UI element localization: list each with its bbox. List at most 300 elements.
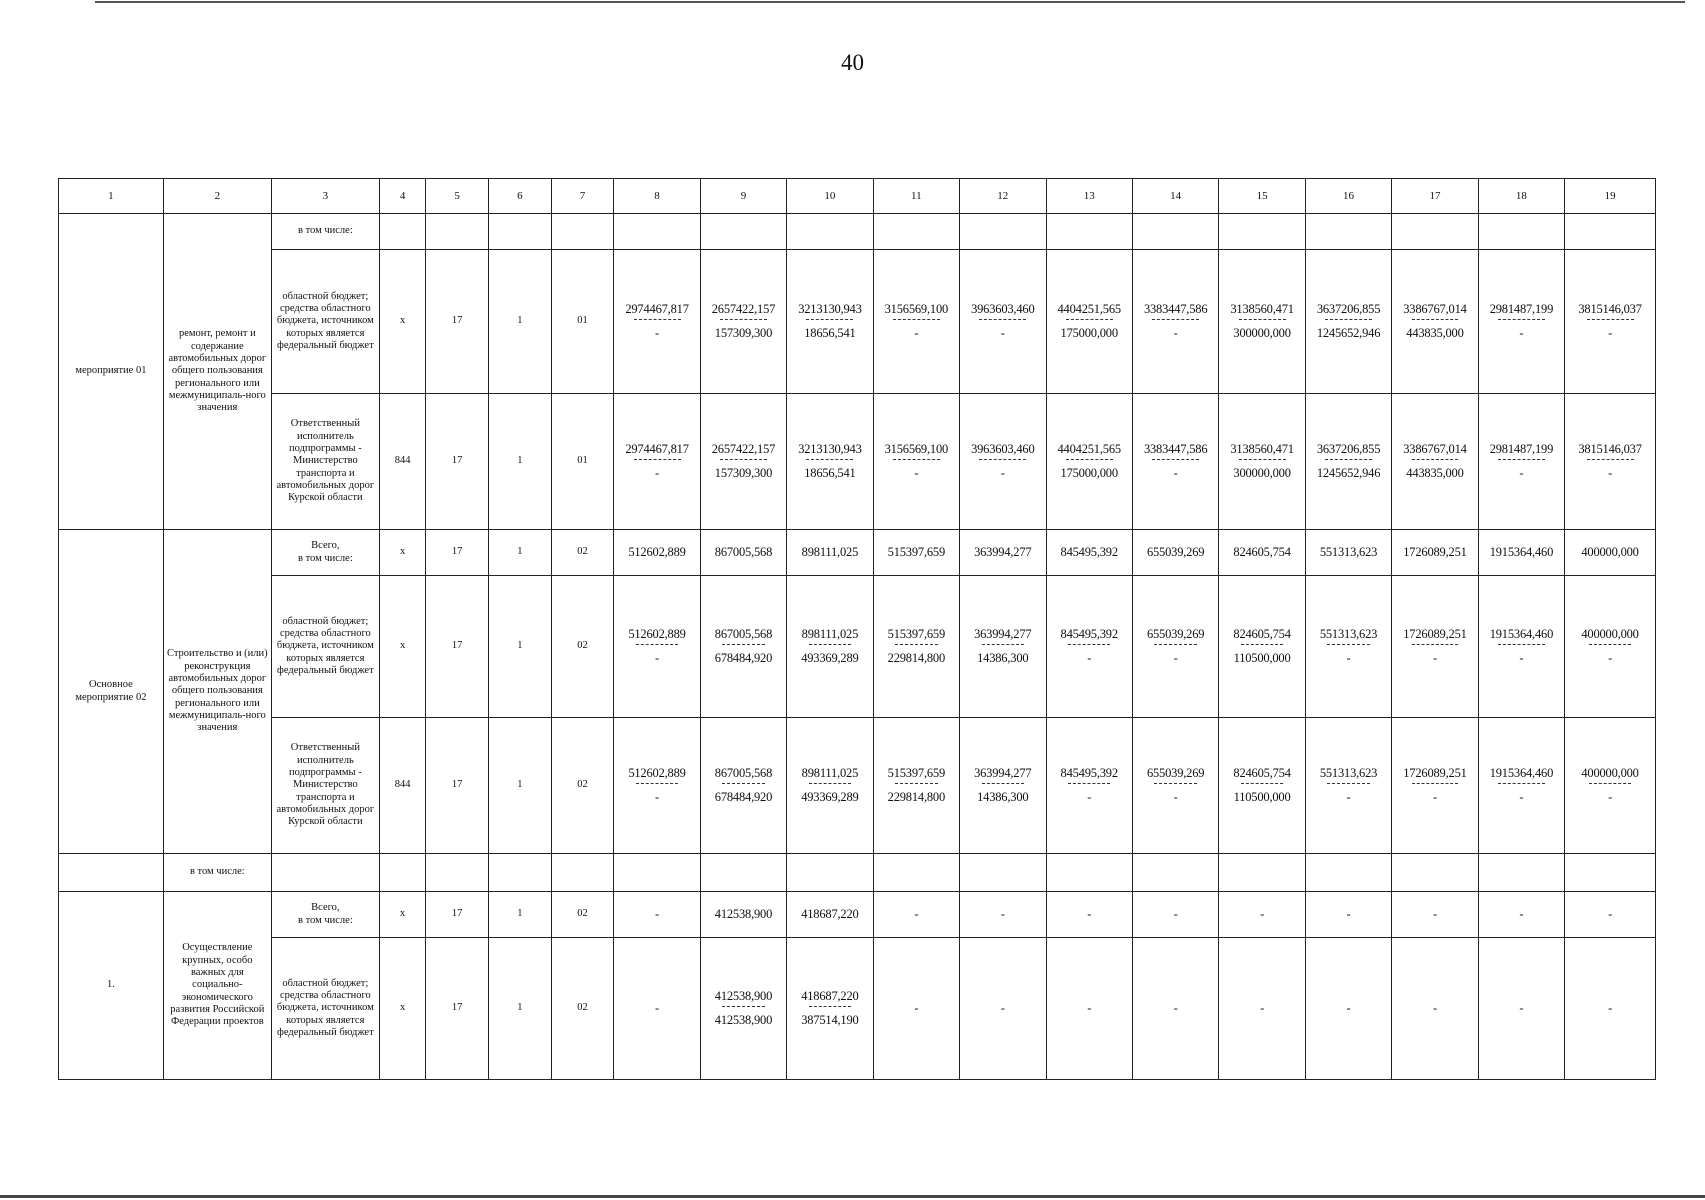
value-total: 3383447,586 — [1143, 302, 1208, 317]
column-header: 3 — [271, 179, 379, 214]
value-fraction — [1320, 627, 1377, 666]
row-name: Строительство и (или) реконструкция автомобильных дорог общего пользования регионального или межмуниципаль-ного значения — [163, 530, 271, 854]
value-federal: - — [914, 326, 919, 340]
code-cell: 844 — [379, 394, 425, 530]
value-federal: - — [1519, 790, 1524, 804]
value-total: 2657422,157 — [711, 302, 776, 317]
value-cell — [1392, 250, 1478, 394]
value-cell — [1478, 576, 1564, 718]
value-cell — [1305, 718, 1391, 854]
value-federal: - — [1608, 651, 1613, 665]
value-fraction — [1578, 442, 1641, 481]
fraction-divider — [893, 319, 940, 320]
column-header: 8 — [614, 179, 700, 214]
value-cell: - — [1392, 892, 1478, 938]
code-cell: 17 — [426, 250, 489, 394]
column-header: 6 — [489, 179, 552, 214]
value-cell — [1392, 718, 1478, 854]
value-fraction — [1061, 766, 1118, 805]
value-cell: 1726089,251 — [1392, 530, 1478, 576]
fraction-divider — [982, 644, 1024, 645]
value-fraction — [1403, 442, 1466, 481]
fraction-divider — [1587, 319, 1634, 320]
value-fraction — [1144, 302, 1207, 341]
value-cell — [1046, 718, 1132, 854]
value-cell: - — [1046, 892, 1132, 938]
value-cell — [1046, 394, 1132, 530]
value-total: 2981487,199 — [1489, 442, 1554, 457]
value-total: 898111,025 — [801, 627, 859, 642]
value-cell: - — [1478, 892, 1564, 938]
value-cell: - — [1219, 938, 1305, 1080]
value-fraction — [1578, 302, 1641, 341]
header-row — [59, 179, 1656, 214]
value-cell — [614, 394, 700, 530]
value-cell: 515397,659 — [873, 530, 959, 576]
value-total: 3156569,100 — [884, 302, 949, 317]
table-row — [59, 394, 1656, 530]
value-federal: - — [655, 466, 660, 480]
source-label: Ответственный исполнитель подпрограммы - Министерство транспорта и автомобильных дорог Курской области — [271, 394, 379, 530]
column-header: 16 — [1305, 179, 1391, 214]
bottom-rule — [0, 1195, 1705, 1198]
value-cell: 824605,754 — [1219, 530, 1305, 576]
value-cell — [873, 576, 959, 718]
row-subtitle: в том числе: — [271, 214, 379, 250]
value-total: 867005,568 — [714, 766, 773, 781]
value-total: 3963603,460 — [971, 442, 1035, 457]
value-fraction — [1233, 627, 1290, 666]
column-header: 9 — [700, 179, 786, 214]
value-total: 3637206,855 — [1316, 442, 1381, 457]
value-cell — [960, 394, 1046, 530]
value-federal: - — [914, 466, 919, 480]
value-federal: - — [1608, 466, 1613, 480]
value-total: 515397,659 — [887, 766, 946, 781]
value-cell — [1132, 250, 1218, 394]
code-cell: 17 — [426, 530, 489, 576]
fraction-divider — [895, 644, 937, 645]
value-cell — [700, 576, 786, 718]
source-label: областной бюджет; средства областного бюджета, источником которых является федеральный бюджет — [271, 250, 379, 394]
value-cell: - — [1305, 892, 1391, 938]
fraction-divider — [1241, 644, 1283, 645]
value-federal: 493369,289 — [801, 790, 859, 804]
value-fraction — [801, 989, 858, 1028]
value-cell — [1132, 718, 1218, 854]
table-row — [59, 938, 1656, 1080]
value-total: 1915364,460 — [1489, 627, 1554, 642]
value-cell: 551313,623 — [1305, 530, 1391, 576]
value-total: 4404251,565 — [1057, 302, 1121, 317]
fraction-divider — [982, 783, 1024, 784]
column-header: 10 — [787, 179, 873, 214]
value-cell: - — [1219, 892, 1305, 938]
value-cell: - — [1478, 938, 1564, 1080]
source-label: областной бюджет; средства областного бюджета, источником которых является федеральный бюджет — [271, 938, 379, 1080]
value-cell — [1565, 718, 1656, 854]
value-federal: 443835,000 — [1406, 466, 1464, 480]
value-cell: - — [873, 892, 959, 938]
fraction-divider — [1589, 783, 1631, 784]
value-cell — [700, 250, 786, 394]
code-cell: 02 — [551, 938, 614, 1080]
table-row — [59, 250, 1656, 394]
row-label: мероприятие 01 — [59, 214, 164, 530]
value-fraction — [971, 302, 1034, 341]
value-federal: 18656,541 — [804, 466, 856, 480]
fraction-divider — [893, 459, 940, 460]
value-cell: - — [1132, 938, 1218, 1080]
column-header: 17 — [1392, 179, 1478, 214]
fraction-divider — [1498, 783, 1545, 784]
fraction-divider — [1587, 459, 1634, 460]
value-cell: 898111,025 — [787, 530, 873, 576]
fraction-divider — [1241, 783, 1283, 784]
fraction-divider — [1325, 319, 1372, 320]
value-federal: - — [1346, 790, 1351, 804]
value-federal: 300000,000 — [1233, 466, 1291, 480]
value-total: 1726089,251 — [1403, 627, 1467, 642]
fraction-divider — [895, 783, 937, 784]
code-cell: x — [379, 530, 425, 576]
value-cell — [1219, 394, 1305, 530]
value-cell — [700, 938, 786, 1080]
column-header: 13 — [1046, 179, 1132, 214]
value-federal: 1245652,946 — [1316, 466, 1381, 480]
value-cell: - — [873, 938, 959, 1080]
row-name: ремонт, ремонт и содержание автомобильных дорог общего пользования регионального или межмуниципаль-ного значения — [163, 214, 271, 530]
value-cell — [1305, 250, 1391, 394]
value-federal: 1245652,946 — [1316, 326, 1381, 340]
value-cell — [873, 394, 959, 530]
including-label: в том числе: — [298, 552, 353, 564]
value-federal: 18656,541 — [804, 326, 856, 340]
value-cell: 512602,889 — [614, 530, 700, 576]
value-cell — [614, 718, 700, 854]
value-fraction — [1317, 302, 1380, 341]
value-federal: 14386,300 — [977, 651, 1029, 665]
code-cell: x — [379, 576, 425, 718]
fraction-divider — [1239, 459, 1286, 460]
fraction-divider — [1412, 783, 1459, 784]
value-cell: 400000,000 — [1565, 530, 1656, 576]
value-cell — [1392, 394, 1478, 530]
value-fraction — [715, 989, 772, 1028]
fraction-divider — [722, 783, 764, 784]
column-header: 11 — [873, 179, 959, 214]
column-header: 1 — [59, 179, 164, 214]
code-cell: 1 — [489, 718, 552, 854]
row-label: Основное мероприятие 02 — [59, 530, 164, 854]
page-number: 40 — [841, 50, 864, 75]
value-cell: - — [1046, 938, 1132, 1080]
value-federal: 387514,190 — [801, 1013, 859, 1027]
column-header: 2 — [163, 179, 271, 214]
value-total: 2981487,199 — [1489, 302, 1554, 317]
value-total: 1915364,460 — [1489, 766, 1554, 781]
code-cell: 02 — [551, 718, 614, 854]
value-cell — [1478, 250, 1564, 394]
value-cell — [1132, 576, 1218, 718]
fraction-divider — [1412, 459, 1459, 460]
value-cell — [960, 576, 1046, 718]
source-label — [271, 530, 379, 576]
value-total: 512602,889 — [628, 627, 686, 642]
budget-table — [58, 178, 1656, 1080]
value-federal: - — [1432, 651, 1437, 665]
value-fraction — [1581, 627, 1638, 666]
value-total: 3815146,037 — [1578, 442, 1642, 457]
value-federal: 110500,000 — [1233, 790, 1291, 804]
value-total: 363994,277 — [974, 627, 1032, 642]
value-cell — [1478, 394, 1564, 530]
value-federal: 443835,000 — [1406, 326, 1464, 340]
value-fraction — [1230, 442, 1293, 481]
column-header: 15 — [1219, 179, 1305, 214]
value-federal: - — [655, 790, 659, 804]
column-header: 4 — [379, 179, 425, 214]
code-cell: 844 — [379, 718, 425, 854]
value-fraction — [625, 302, 688, 341]
value-cell — [873, 250, 959, 394]
value-fraction — [625, 442, 688, 481]
value-total: 867005,568 — [714, 627, 773, 642]
code-cell: 1 — [489, 938, 552, 1080]
value-fraction — [715, 766, 772, 805]
value-total: 512602,889 — [628, 766, 686, 781]
fraction-divider — [809, 1006, 851, 1007]
fraction-divider — [979, 319, 1026, 320]
value-federal: - — [1519, 326, 1524, 340]
value-fraction — [1233, 766, 1290, 805]
value-cell — [1219, 250, 1305, 394]
value-cell: 845495,392 — [1046, 530, 1132, 576]
code-cell: x — [379, 250, 425, 394]
value-fraction — [801, 766, 858, 805]
value-total: 2974467,817 — [625, 442, 689, 457]
fraction-divider — [1152, 319, 1199, 320]
value-total: 2657422,157 — [711, 442, 776, 457]
value-cell — [1132, 394, 1218, 530]
value-cell — [1565, 394, 1656, 530]
value-federal: 175000,000 — [1060, 326, 1118, 340]
value-fraction — [1490, 627, 1553, 666]
value-total: 551313,623 — [1319, 627, 1378, 642]
column-header: 5 — [426, 179, 489, 214]
value-federal: - — [655, 326, 660, 340]
value-total: 4404251,565 — [1057, 442, 1121, 457]
value-total: 418687,220 — [801, 989, 859, 1004]
value-cell — [1219, 576, 1305, 718]
source-label: Ответственный исполнитель подпрограммы - Министерство транспорта и автомобильных дорог Курской области — [271, 718, 379, 854]
value-fraction — [628, 766, 685, 805]
value-fraction — [628, 627, 685, 666]
value-fraction — [715, 627, 772, 666]
table-row — [59, 854, 1656, 892]
value-total: 515397,659 — [887, 627, 946, 642]
table-row — [59, 576, 1656, 718]
value-cell: - — [1565, 892, 1656, 938]
value-federal: - — [1173, 466, 1178, 480]
value-federal: - — [1087, 790, 1092, 804]
value-federal: 678484,920 — [714, 651, 773, 665]
value-total: 845495,392 — [1060, 766, 1118, 781]
table-row — [59, 892, 1656, 938]
fraction-divider — [1154, 783, 1196, 784]
value-cell — [787, 576, 873, 718]
value-fraction — [1147, 627, 1204, 666]
value-cell — [1305, 394, 1391, 530]
source-label: областной бюджет; средства областного бюджета, источником которых является федеральный бюджет — [271, 576, 379, 718]
value-total: 845495,392 — [1060, 627, 1118, 642]
value-federal: 300000,000 — [1233, 326, 1291, 340]
value-total: 412538,900 — [714, 989, 773, 1004]
code-cell: 17 — [426, 718, 489, 854]
fraction-divider — [1152, 459, 1199, 460]
value-cell: - — [960, 892, 1046, 938]
value-cell: 867005,568 — [700, 530, 786, 576]
value-total: 2974467,817 — [625, 302, 689, 317]
row-label: 1. — [59, 892, 164, 1080]
value-cell: - — [1392, 938, 1478, 1080]
value-cell — [1305, 576, 1391, 718]
value-federal: 175000,000 — [1060, 466, 1118, 480]
including-label: в том числе: — [298, 914, 353, 926]
code-cell: x — [379, 892, 425, 938]
fraction-divider — [1412, 319, 1459, 320]
code-cell: 02 — [551, 576, 614, 718]
value-cell — [1392, 576, 1478, 718]
code-cell: 1 — [489, 892, 552, 938]
value-total: 824605,754 — [1233, 766, 1291, 781]
value-total: 898111,025 — [801, 766, 859, 781]
column-header: 19 — [1565, 179, 1656, 214]
code-cell: x — [379, 938, 425, 1080]
column-header: 18 — [1478, 179, 1564, 214]
fraction-divider — [1498, 644, 1545, 645]
column-header: 14 — [1132, 179, 1218, 214]
value-fraction — [1317, 442, 1380, 481]
fraction-divider — [1066, 459, 1113, 460]
row-subtitle: в том числе: — [163, 854, 271, 892]
fraction-divider — [720, 459, 767, 460]
value-cell — [1219, 718, 1305, 854]
value-total: 655039,269 — [1146, 627, 1205, 642]
fraction-divider — [1154, 644, 1196, 645]
value-cell: 412538,900 — [700, 892, 786, 938]
code-cell: 17 — [426, 576, 489, 718]
fraction-divider — [1068, 783, 1110, 784]
value-total: 3156569,100 — [884, 442, 949, 457]
code-cell: 1 — [489, 530, 552, 576]
value-fraction — [1230, 302, 1293, 341]
value-federal: - — [1087, 651, 1092, 665]
value-cell — [787, 938, 873, 1080]
value-federal: - — [1432, 790, 1437, 804]
value-fraction — [974, 627, 1031, 666]
fraction-divider — [722, 644, 764, 645]
table-row — [59, 530, 1656, 576]
value-fraction — [798, 302, 861, 341]
value-total: 3383447,586 — [1143, 442, 1208, 457]
value-total: 400000,000 — [1581, 627, 1639, 642]
value-cell — [960, 250, 1046, 394]
fraction-divider — [1066, 319, 1113, 320]
value-cell: - — [614, 938, 700, 1080]
row-name: Осуществление крупных, особо важных для социально-экономического развития Российской Федерации проектов — [163, 892, 271, 1080]
value-total: 655039,269 — [1146, 766, 1205, 781]
value-federal: 157309,300 — [714, 326, 773, 340]
fraction-divider — [722, 1006, 764, 1007]
value-total: 3963603,460 — [971, 302, 1035, 317]
fraction-divider — [1498, 459, 1545, 460]
value-fraction — [974, 766, 1031, 805]
value-federal: - — [1608, 326, 1613, 340]
value-total: 363994,277 — [974, 766, 1032, 781]
value-fraction — [712, 302, 775, 341]
value-cell — [787, 718, 873, 854]
value-cell: - — [1565, 938, 1656, 1080]
value-fraction — [1144, 442, 1207, 481]
value-federal: - — [655, 651, 659, 665]
fraction-divider — [1589, 644, 1631, 645]
code-cell: 17 — [426, 892, 489, 938]
value-federal: - — [1000, 466, 1005, 480]
value-fraction — [1490, 442, 1553, 481]
value-federal: - — [1346, 651, 1351, 665]
code-cell: 17 — [426, 394, 489, 530]
value-fraction — [971, 442, 1034, 481]
value-cell: 418687,220 — [787, 892, 873, 938]
value-cell: - — [960, 938, 1046, 1080]
value-cell — [873, 718, 959, 854]
value-cell — [1046, 576, 1132, 718]
fraction-divider — [806, 319, 853, 320]
value-total: 824605,754 — [1233, 627, 1291, 642]
value-fraction — [798, 442, 861, 481]
value-cell — [614, 576, 700, 718]
total-label: Всего, — [311, 540, 340, 552]
value-federal: - — [1173, 790, 1178, 804]
value-federal: - — [1000, 326, 1005, 340]
value-cell: - — [1305, 938, 1391, 1080]
value-cell — [787, 250, 873, 394]
value-cell — [614, 250, 700, 394]
value-fraction — [1490, 766, 1553, 805]
code-cell: 02 — [551, 530, 614, 576]
value-total: 3138560,471 — [1230, 302, 1294, 317]
value-cell — [700, 394, 786, 530]
code-cell: 1 — [489, 394, 552, 530]
fraction-divider — [1239, 319, 1286, 320]
code-cell: 01 — [551, 394, 614, 530]
value-fraction — [885, 302, 948, 341]
fraction-divider — [1327, 644, 1369, 645]
value-cell — [1565, 576, 1656, 718]
value-total: 3386767,014 — [1403, 442, 1467, 457]
fraction-divider — [979, 459, 1026, 460]
value-total: 3815146,037 — [1578, 302, 1642, 317]
value-total: 1726089,251 — [1403, 766, 1467, 781]
code-cell: 02 — [551, 892, 614, 938]
value-fraction — [885, 442, 948, 481]
value-cell: 655039,269 — [1132, 530, 1218, 576]
fraction-divider — [636, 644, 678, 645]
fraction-divider — [636, 783, 678, 784]
value-federal: 110500,000 — [1233, 651, 1291, 665]
value-total: 3213130,943 — [798, 442, 862, 457]
